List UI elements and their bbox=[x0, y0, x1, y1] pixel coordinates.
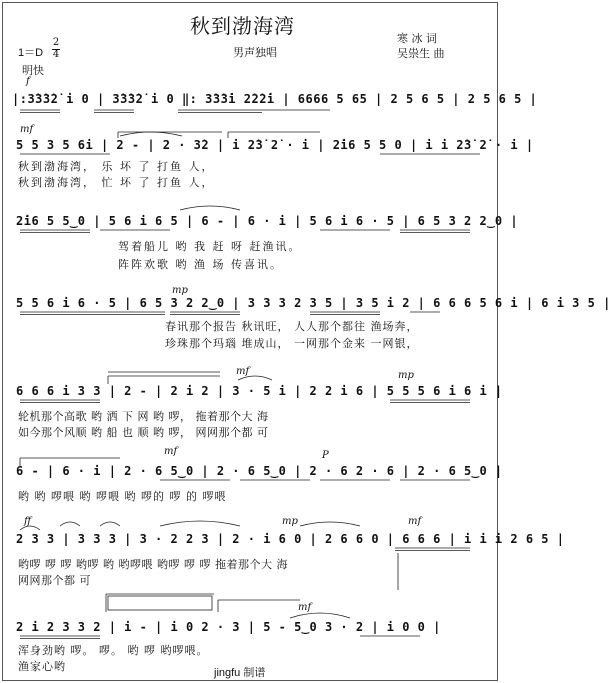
lyric-line: 秋到渤海湾， 乐 坏 了 打鱼 人， bbox=[18, 160, 215, 173]
dynamic-mark: mf bbox=[236, 366, 250, 377]
lyric-line: 哟 哟 啰喂 哟 啰喂 哟 啰的 啰 的 啰喂 bbox=[18, 490, 227, 503]
dynamic-mark: mf bbox=[298, 602, 312, 613]
time-signature-top: 2 bbox=[52, 37, 60, 48]
lyric-line: 秋到渤海湾， 忙 坏 了 打鱼 人， bbox=[18, 176, 215, 189]
key-signature: 1＝D bbox=[18, 47, 44, 59]
notation-line: 6 - | 6 · i | 2 · 6 5‿0 | 2 · 6 5‿0 | 2 · 6 2 · 6 | 2 · 6 5‿0 | bbox=[16, 464, 503, 478]
notation-line: 6 6 6 i 3 3 | 2 - | 2 i 2 | 3 · 5 i | 2 2 i 6 | 5 5 5 6 i 6 i | bbox=[16, 384, 503, 398]
tempo-marking: 明快 bbox=[22, 64, 44, 77]
composer-credit: 吴祟生 曲 bbox=[397, 47, 445, 60]
time-signature-bottom: 4 bbox=[52, 49, 60, 60]
song-title: 秋到渤海湾 bbox=[190, 14, 295, 38]
notation-line: 5 5 3 5 6i | 2 - | 2 · 3̇2 | i 2̇3̇ 2̇ · i | 2̇i6 5 5 0 | i i 2̇3̇ 2̇ · i | bbox=[16, 138, 534, 152]
lyric-line: 驾着船儿 哟 我 赶 呀 赶渔讯。 bbox=[118, 240, 302, 253]
lyric-line: 浑身劲哟 啰。 啰。 哟 啰 哟啰喂。 bbox=[18, 644, 209, 657]
lyric-line: 如今那个风顺 哟 船 也 顺 哟 啰， 网网那个都 可 bbox=[18, 426, 269, 439]
song-subtitle: 男声独唱 bbox=[233, 46, 277, 59]
lyric-line: 轮机那个高歌 哟 洒 下 网 哟 啰， 拖着那个大 海 bbox=[18, 410, 269, 423]
lyric-line: 哟啰 啰 啰 哟啰 哟 哟啰喂 哟啰 啰 啰 拖着那个大 海 bbox=[18, 558, 288, 571]
dynamic-mark: mp bbox=[172, 285, 188, 296]
notation-line: |:3̇3̇3̇2̇ i 0 | 3̇3̇3̇2̇ i 0 ‖: 3̇3̇3̇i 2̇2̇2̇i | 6666 5 65 | 2 5 6 5 | 2 5 6 5 | bbox=[12, 92, 538, 106]
lyric-line: 渔家心哟 bbox=[18, 660, 66, 673]
dynamic-mark: mf bbox=[20, 124, 34, 135]
notation-line: 2̇i6 5 5‿0 | 5 6 i 6 5 | 6 - | 6 · i | 5 6 i 6 · 5 | 6 5 3 2 2‿0 | bbox=[16, 214, 519, 228]
lyricist-credit: 寒 冰 词 bbox=[397, 32, 437, 45]
lyric-line: 珍珠那个玛瑙 堆成山， 一网那个金来 一网银， bbox=[165, 337, 419, 350]
dynamic-mark: mf bbox=[164, 446, 178, 457]
dynamic-mark: mp bbox=[398, 370, 414, 381]
dynamic-mark: mf bbox=[408, 516, 422, 527]
notation-line: 2 3 3 | 3 3 3 | 3 · 2 2 3 | 2 · i 6 0 | 2 6 6 0 | 6 6 6 | i i i 2 6 5 | bbox=[16, 532, 565, 546]
dynamic-mark: P bbox=[322, 450, 329, 461]
lyric-line: 春讯那个报告 秋讯旺， 人人那个都往 渔场奔， bbox=[165, 320, 419, 333]
lyric-line: 阵阵欢歌 哟 渔 场 传喜讯。 bbox=[118, 258, 283, 271]
notation-line: 2 i 2 3 3 2 | i - | i 0 2 · 3 | 5 - 5‿0 3 · 2 | i 0 0 | bbox=[16, 620, 441, 634]
dynamic-mark: mp bbox=[282, 516, 298, 527]
lyric-line: 网网那个都 可 bbox=[18, 574, 91, 587]
notation-line: 5 5 6 i 6 · 5 | 6 5 3 2 2‿0 | 3 3 3 2 3 5 | 3 5 i 2 | 6 6 6 5 6 i | 6 i 3 5 | bbox=[16, 296, 611, 310]
transcriber-credit: jingfu 制谱 bbox=[214, 667, 266, 679]
dynamic-mark: f bbox=[26, 76, 30, 87]
dynamic-mark: ff bbox=[24, 516, 32, 527]
